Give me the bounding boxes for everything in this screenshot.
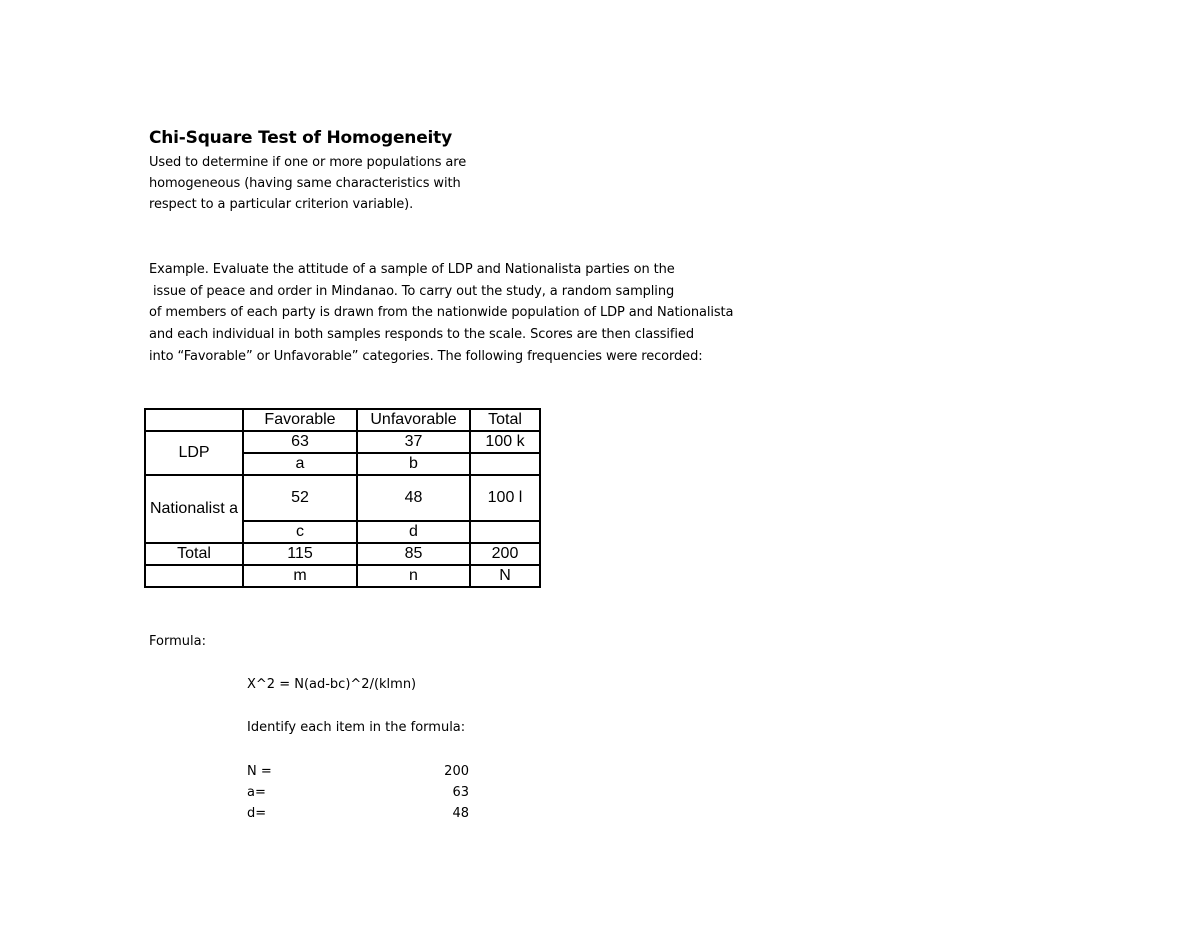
table-cell-symbol: d	[357, 521, 470, 543]
frequency-table	[144, 408, 541, 588]
document-title: Chi-Square Test of Homogeneity	[149, 128, 452, 148]
table-cell-symbol: b	[357, 453, 470, 475]
row-label-total: Total	[145, 543, 243, 565]
definition-line: respect to a particular criterion variable).	[149, 197, 414, 212]
table-cell-symbol: m	[243, 565, 357, 587]
table-header-unfavorable: Unfavorable	[357, 409, 470, 431]
table-header-corner	[145, 409, 243, 431]
table-cell-symbol	[470, 521, 540, 543]
definition-line: Used to determine if one or more populations are	[149, 155, 467, 170]
formula-item-name: d=	[247, 806, 267, 821]
formula-item-value: 200	[444, 764, 469, 779]
row-label-ldp: LDP	[145, 431, 243, 475]
table-row	[145, 543, 540, 565]
table-cell: 85	[357, 543, 470, 565]
table-row	[145, 475, 540, 521]
table-cell-symbol: a	[243, 453, 357, 475]
example-line: of members of each party is drawn from the nationwide population of LDP and Nationalista	[149, 305, 734, 320]
formula-item-value: 48	[452, 806, 469, 821]
formula-instruction: Identify each item in the formula:	[247, 720, 466, 735]
table-cell: 52	[243, 475, 357, 521]
table-cell: 100 l	[470, 475, 540, 521]
table-cell: 100 k	[470, 431, 540, 453]
example-line: Example. Evaluate the attitude of a sample of LDP and Nationalista parties on the	[149, 262, 675, 277]
formula-item-name: a=	[247, 785, 266, 800]
table-cell: 63	[243, 431, 357, 453]
table-cell: 37	[357, 431, 470, 453]
table-cell-symbol: n	[357, 565, 470, 587]
table-cell: 115	[243, 543, 357, 565]
example-line: and each individual in both samples responds to the scale. Scores are then classified	[149, 327, 694, 342]
table-cell: 200	[470, 543, 540, 565]
table-header-total: Total	[470, 409, 540, 431]
table-cell-empty	[145, 565, 243, 587]
formula-expression: X^2 = N(ad-bc)^2/(klmn)	[247, 677, 417, 692]
formula-item-value: 63	[452, 785, 469, 800]
table-cell-symbol: N	[470, 565, 540, 587]
formula-item-name: N =	[247, 764, 272, 779]
table-row	[145, 431, 540, 453]
example-line: issue of peace and order in Mindanao. To carry out the study, a random sampling	[149, 284, 675, 299]
definition-line: homogeneous (having same characteristics with	[149, 176, 461, 191]
table-row	[145, 565, 540, 587]
row-label-nationalista: Nationalist a	[145, 475, 243, 543]
table-cell-symbol	[470, 453, 540, 475]
table-header-favorable: Favorable	[243, 409, 357, 431]
example-line: into “Favorable” or Unfavorable” categories. The following frequencies were recorded:	[149, 349, 703, 364]
table-header-row	[145, 409, 540, 431]
table-cell: 48	[357, 475, 470, 521]
formula-label: Formula:	[149, 634, 206, 649]
table-cell-symbol: c	[243, 521, 357, 543]
